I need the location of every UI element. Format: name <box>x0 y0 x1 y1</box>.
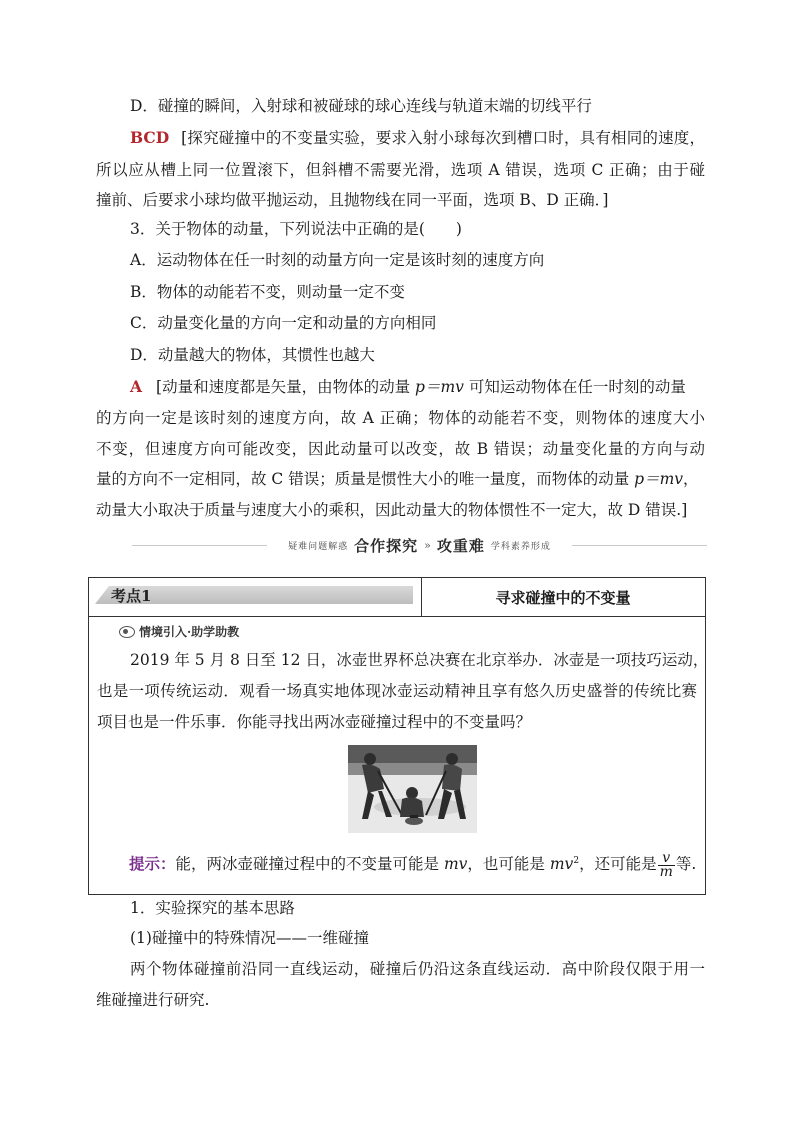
banner-title-a: 合作探究 <box>354 536 419 555</box>
q2-explanation-line-3: 撞前、后要求小球均做平抛运动，且抛物线在同一平面，选项 B、D 正确．] <box>96 191 609 209</box>
scenario-subhead <box>119 623 239 640</box>
q3-explanation-line-1 <box>130 377 705 397</box>
mv-term: mv <box>443 855 468 874</box>
hint-text-d: 等. <box>675 855 697 874</box>
q2-explanation-line-1 <box>130 128 705 148</box>
q3-option-c: C．动量变化量的方向一定和动量的方向相同 <box>130 314 437 332</box>
banner-left-caption: 疑难问题解惑 <box>288 541 349 552</box>
scenario-line-1: 2019 年 5 月 8 日至 12 日，冰壶世界杯总决赛在北京举办．冰壶是一项技巧运动， <box>130 651 709 669</box>
scenario-subhead-label: 情境引入·助学助教 <box>139 625 240 639</box>
hint-line <box>129 851 696 879</box>
q2-answer: BCD <box>130 128 170 147</box>
q3-explain-1b: 可知运动物体在任一时刻的动量 <box>463 378 686 396</box>
momentum-formula: p＝mv <box>415 378 464 396</box>
topic-label-cell <box>89 578 422 616</box>
mv2-term: mv <box>549 855 574 874</box>
fraction-numerator: v <box>658 852 675 866</box>
topic-label: 考点1 <box>111 587 152 605</box>
section-subheading: (1)碰撞中的特殊情况——一维碰撞 <box>130 929 369 947</box>
hint-text-c: ，还可能是 <box>579 855 657 874</box>
q3-explanation-line-3: 不变，但速度方向可能改变，因此动量可以改变，故 B 错误；动量变化量的方向与动 <box>96 440 705 458</box>
q2-explanation-line-2: 所以应从槽上同一位置滚下，但斜槽不需要光滑，选项 A 错误，选项 C 正确；由于碰 <box>96 161 705 179</box>
q3-option-d: D．动量越大的物体，其惯性也越大 <box>130 346 375 364</box>
hint-label: 提示： <box>129 854 176 874</box>
curling-photo <box>348 745 477 833</box>
momentum-formula-2: p＝mv <box>634 470 684 488</box>
scenario-box <box>88 617 709 895</box>
q3-option-a: A．运动物体在任一时刻的动量方向一定是该时刻的速度方向 <box>130 251 545 269</box>
hint-text-b: ，也可能是 <box>467 855 550 874</box>
banner-center <box>267 534 572 556</box>
q3-explanation-line-4 <box>96 469 699 489</box>
topic-title: 寻求碰撞中的不变量 <box>495 588 631 607</box>
fraction-denominator: m <box>659 863 673 880</box>
square-exponent: 2 <box>573 856 580 866</box>
double-arrow-icon: » <box>424 538 431 552</box>
banner-right-caption: 学科素养形成 <box>490 541 551 552</box>
hint-text-a: 能，两冰壶碰撞过程中的不变量可能是 <box>175 855 444 874</box>
q2-explain-text: [探究碰撞中的不变量实验，要求入射小球每次到槽口时，具有相同的速度， <box>181 129 705 147</box>
q3-stem: 3．关于物体的动量，下列说法中正确的是( ) <box>130 220 462 238</box>
eye-icon <box>119 626 135 638</box>
q3-explain-4-end: ， <box>683 470 699 488</box>
section-banner <box>132 534 707 556</box>
section-paragraph-line-1: 两个物体碰撞前沿同一直线运动，碰撞后仍沿这条直线运动．高中阶段仅限于用一 <box>130 960 705 978</box>
q3-explanation-line-5: 动量大小取决于质量与速度大小的乘积，因此动量大的物体惯性不一定大，故 D 错误.] <box>96 501 688 519</box>
q3-explain-4: 量的方向不一定相同，故 C 错误；质量是惯性大小的唯一量度，而物体的动量 <box>96 470 635 488</box>
q3-option-b: B．物体的动能若不变，则动量一定不变 <box>130 283 405 301</box>
banner-title-b: 攻重难 <box>436 536 485 555</box>
v-over-m-fraction <box>658 849 675 880</box>
topic-header <box>88 577 706 617</box>
q3-explain-1a: [动量和速度都是矢量，由物体的动量 <box>156 378 416 396</box>
section-heading: 1．实验探究的基本思路 <box>130 899 295 917</box>
option-d-text: D．碰撞的瞬间，入射球和被碰球的球心连线与轨道末端的切线平行 <box>130 97 592 115</box>
scenario-line-3: 项目也是一件乐事．你能寻找出两冰壶碰撞过程中的不变量吗？ <box>97 713 532 731</box>
section-paragraph-line-2: 维碰撞进行研究. <box>96 991 210 1009</box>
q3-explanation-line-2: 的方向一定是该时刻的速度方向，故 A 正确；物体的动能若不变，则物体的速度大小 <box>96 409 705 427</box>
scenario-line-2: 也是一项传统运动．观看一场真实地体现冰壶运动精神且享有悠久历史盛誉的传统比赛 <box>97 682 697 700</box>
curling-photo-image <box>348 745 477 833</box>
q3-answer: A <box>130 377 143 396</box>
